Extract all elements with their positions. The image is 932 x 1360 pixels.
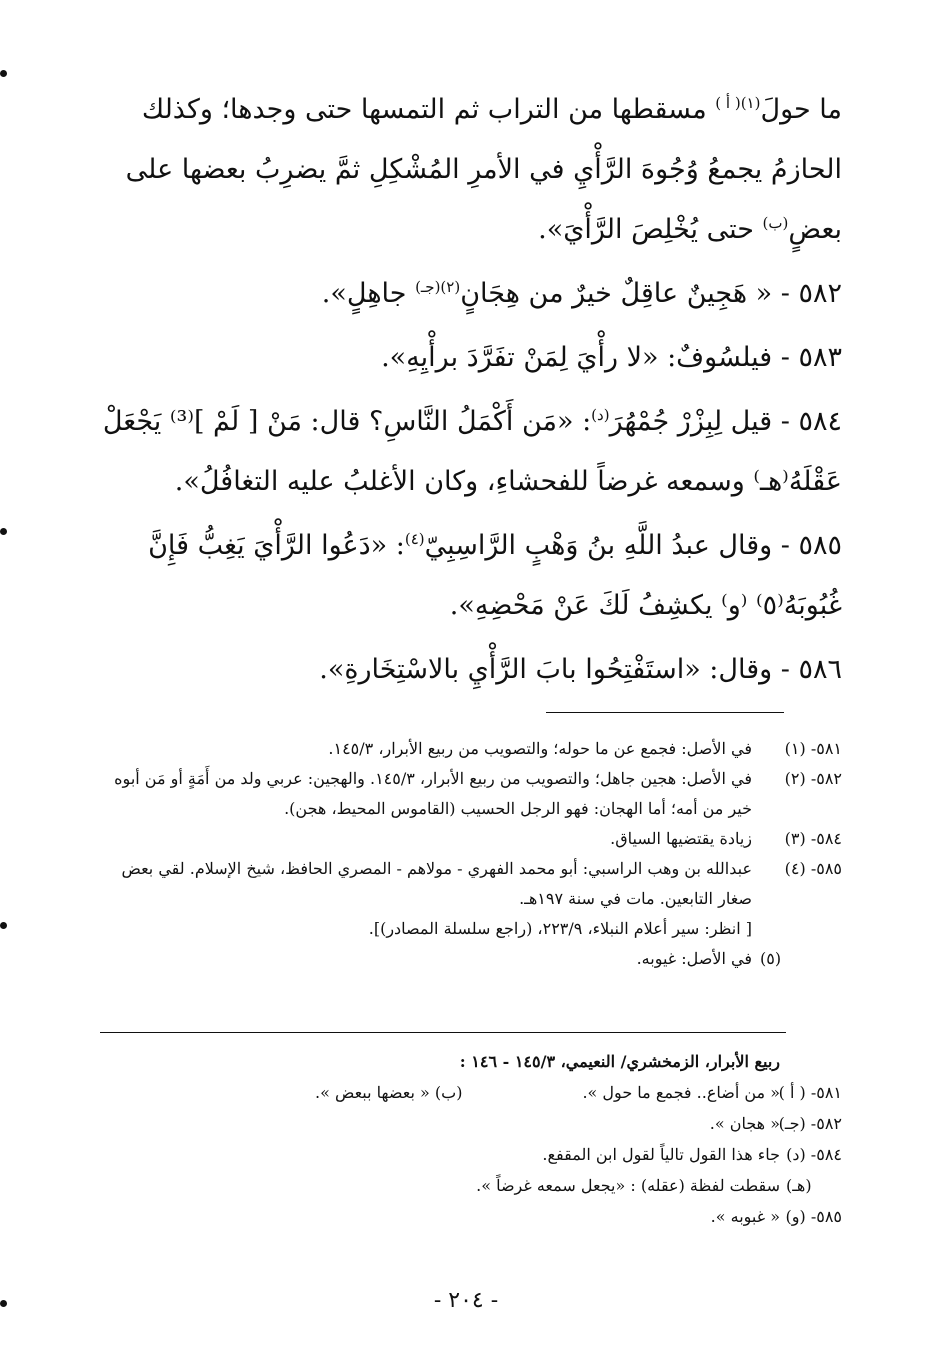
- main-text: [100, 80, 842, 700]
- variants-heading: ربيع الأبرار، الزمخشري/ النعيمي، ١٤٥/٣ - ١٤٦ :: [459, 1052, 780, 1071]
- entry-text: ٥٨٤ - قيل لِبِزْرْ جُمْهُرَ: [609, 406, 842, 437]
- variant-number: ٥٨٤- (د): [786, 1145, 842, 1164]
- variant-row: [100, 1201, 842, 1232]
- variant-text: « غبوبه ».: [710, 1207, 780, 1226]
- footnote: [100, 854, 842, 914]
- entry-text: ٥٨٢ - « هَجِينٌ عاقِلٌ خيرٌ من هِجَانٍ: [460, 278, 842, 309]
- entry-586: [100, 640, 842, 700]
- text-segment: حتى يُخْلِصَ الرَّأْيَ».: [538, 214, 763, 245]
- footnote: [100, 944, 842, 974]
- entry-585: [100, 516, 842, 636]
- continuation-paragraph: [100, 80, 842, 260]
- variant-row: [100, 1139, 842, 1170]
- variant-text: « هجان ».: [709, 1114, 780, 1133]
- variants-divider: [100, 1032, 786, 1033]
- footnote-text: في الأصل: غيوبه.: [636, 949, 752, 968]
- footnote-text: في الأصل: فجمع عن ما حوله؛ والتصويب من ربيع الأبرار، ١٤٥/٣.: [328, 739, 752, 758]
- footnote-text: [ انظر: سير أعلام النبلاء، ٢٢٣/٩، (راجع سلسلة المصادر)].: [368, 919, 752, 938]
- footnote: [100, 764, 842, 824]
- footnote-ref: (د): [591, 406, 610, 424]
- entry-583: [100, 328, 842, 388]
- variant-number: ٥٨١- ( أ ): [778, 1083, 842, 1102]
- footnote: [100, 914, 842, 944]
- footnote-ref: (٤): [404, 530, 425, 548]
- footnote-ref: (ب): [762, 214, 789, 232]
- footnote-number: (٥): [760, 949, 782, 968]
- variant-number: ٥٨٢- (جـ): [778, 1114, 842, 1133]
- entry-text: ٥٨٥ - وقال عبدُ اللَّهِ بنُ وَهْبٍ الرَّاسِبِيّ: [424, 530, 842, 561]
- text-segment: ما حولَ: [760, 94, 842, 125]
- footnote-number: ٥٨١- (١): [784, 739, 842, 758]
- footnote: [100, 734, 842, 764]
- variant-row: [100, 1170, 842, 1201]
- entry-584: [100, 392, 842, 512]
- variant-readings: [100, 1046, 842, 1232]
- footnote-text: عبدالله بن وهب الراسبي: أبو محمد الفهري - مولاهم - المصري الحافظ، شيخ الإسلام. لقي بعض صغار التابعين. مات في سنة ١٩٧هـ.: [121, 859, 752, 908]
- variant-text: جاء هذا القول تالياً لقول ابن المقفع.: [542, 1145, 780, 1164]
- footnote-ref: (١)( أ ): [715, 94, 761, 112]
- margin-mark: [0, 528, 7, 535]
- footnote-ref: (٢)(جـ): [415, 278, 461, 296]
- text-segment: مسقطها من التراب ثم التمسها حتى وجدها؛ وكذلك الحازمُ يجمعُ وُجُوهَ الرَّأْيِ في الأمرِ المُشْكِلِ ثمَّ يضرِبُ بعضها على بعضٍ: [125, 94, 842, 245]
- margin-mark: [0, 922, 7, 929]
- footnotes: [100, 734, 842, 974]
- footnote-text: زيادة يقتضيها السياق.: [610, 829, 752, 848]
- footnote: [100, 824, 842, 854]
- variant-row: [100, 1077, 842, 1108]
- footnote-text: في الأصل: هجين جاهل؛ والتصويب من ربيع الأبرار، ١٤٥/٣. والهجين: عربي ولد من أَمَةٍ أو مَن أبوه خير من أمه؛ أما الهجان: فهو الرجل الحسيب (القاموس المحيط، هجن).: [114, 769, 752, 818]
- entry-text: : «دَعُوا الرَّأْيَ يَغِبُّ فَإِنَّ غُبُوبَهُ⁽٥⁾ ⁽و⁾ يكشِفُ لَكَ عَنْ مَحْضِهِ».: [148, 530, 842, 621]
- entry-text: جاهِلٍ».: [321, 278, 416, 309]
- footnote-number: [752, 914, 842, 944]
- variant-text: (ب) « بعضها ببعض ».: [315, 1083, 463, 1102]
- footnote-divider: [546, 712, 784, 713]
- margin-mark: [0, 70, 7, 77]
- entry-text: ٥٨٦ - وقال: «استَفْتِحُوا بابَ الرَّأْيِ بالاسْتِخَارةِ».: [319, 654, 842, 685]
- variant-number: ٥٨٥- (و): [785, 1207, 842, 1226]
- entry-text: ٥٨٣ - فيلسُوفٌ: «لا رأْيَ لِمَنْ تفَرَّدَ برأْيِهِ».: [381, 342, 842, 373]
- page-number: - ٢٠٤ -: [433, 1288, 499, 1313]
- entry-582: [100, 264, 842, 324]
- footnote-number: ٥٨٥- (٤): [784, 859, 842, 878]
- variant-row: [100, 1108, 842, 1139]
- variant-number: (هـ): [786, 1176, 812, 1195]
- variant-text: « من أضاع.. فجمع ما حول ».: [582, 1083, 780, 1102]
- footnote-number: ٥٨٢- (٢): [784, 769, 842, 788]
- footnote-number: ٥٨٤- (٣): [784, 829, 842, 848]
- variant-text: سقطت لفظة (عقله) : «يجعل سمعه غرضاً ».: [476, 1176, 780, 1195]
- entry-text: : «مَن أَكْمَلُ النَّاسِ؟ قال: مَنْ [ لَمْ ]⁽³⁾ يَجْعَلْ عَقْلَهُ⁽هـ⁾ وسمعه غرضاً للفحشاءِ، وكان الأغلبُ عليه التغافُلُ».: [102, 406, 842, 497]
